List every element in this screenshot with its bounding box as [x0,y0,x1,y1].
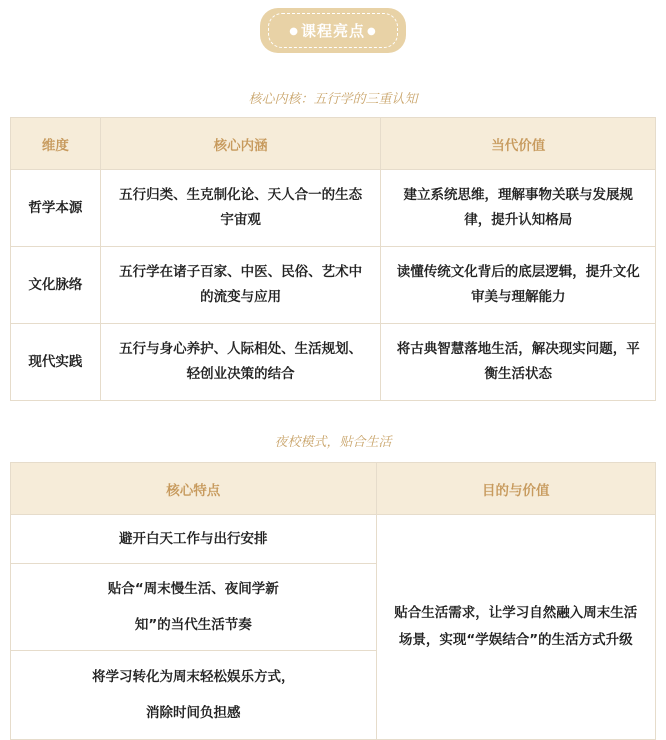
row-value: 读懂传统文化背后的底层逻辑，提升文化审美与理解能力 [381,247,656,324]
table-row [11,170,656,247]
five-elements-table [10,117,656,401]
section1-title: 核心内核：五行学的三重认知 [248,92,418,107]
dot-icon: ● [289,26,299,37]
row-dimension: 现代实践 [11,324,101,401]
header-meaning: 核心内涵 [100,118,381,170]
row-value: 建立系统思维，理解事物关联与发展规律，提升认知格局 [381,170,656,247]
section-badge-wrap [0,8,666,53]
row-value: 将古典智慧落地生活，解决现实问题，平衡生活状态 [381,324,656,401]
table-row [11,247,656,324]
night-school-table [10,462,656,740]
dot-icon: ● [367,26,377,37]
header-features: 核心特点 [11,463,377,515]
header-purpose: 目的与价值 [376,463,655,515]
header-value: 当代价值 [381,118,656,170]
badge-label: 课程亮点 [300,22,365,40]
row-meaning: 五行归类、生克制化论、天人合一的生态宇宙观 [100,170,381,247]
table-row [11,324,656,401]
feature-cell: 避开白天工作与出行安排 [11,515,377,564]
feature-cell: 将学习转化为周末轻松娱乐方式，消除时间负担感 [11,651,377,740]
header-dimension: 维度 [11,118,101,170]
row-dimension: 哲学本源 [11,170,101,247]
table-header-row [11,463,656,515]
feature-cell: 贴合“周末慢生活、夜间学新知”的当代生活节奏 [11,564,377,651]
section-badge [260,8,405,53]
section2-title: 夜校模式，贴合生活 [274,435,392,450]
row-meaning: 五行与身心养护、人际相处、生活规划、轻创业决策的结合 [100,324,381,401]
row-dimension: 文化脉络 [11,247,101,324]
table-header-row [11,118,656,170]
table-row [11,515,656,564]
purpose-cell: 贴合生活需求，让学习自然融入周末生活场景，实现“学娱结合”的生活方式升级 [376,515,655,740]
row-meaning: 五行学在诸子百家、中医、民俗、艺术中的流变与应用 [100,247,381,324]
